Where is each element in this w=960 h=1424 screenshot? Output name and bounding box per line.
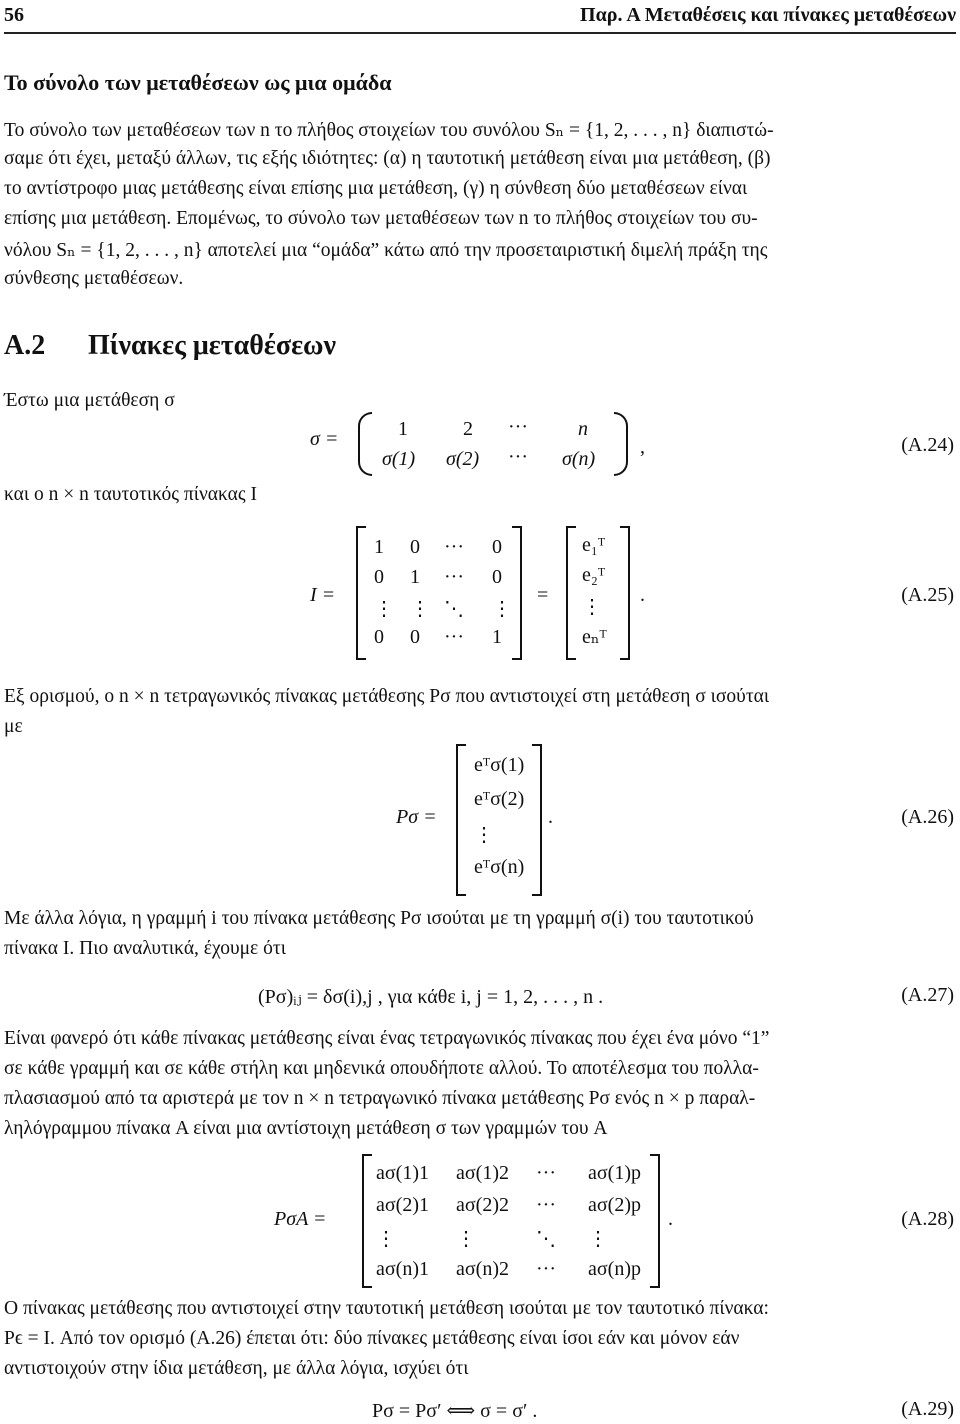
eq28-label: (A.28) — [901, 1208, 954, 1230]
eq25-lhs: I = — [310, 584, 336, 606]
header-rule — [4, 32, 956, 34]
eq26-lhs: Pσ = — [396, 806, 437, 828]
matrix-cell: aσ(1)2 — [456, 1162, 509, 1184]
eq24-cell: ··· — [508, 416, 528, 438]
matrix-cell: ··· — [444, 536, 464, 558]
page-number: 56 — [4, 4, 24, 26]
eq27-label: (A.27) — [901, 984, 954, 1006]
text-line: Pϵ = I. Από τον ορισμό (A.26) έπεται ότι: δύο πίνακες μετάθεσης είναι ίσοι εάν και μόνον εάν — [4, 1328, 740, 1349]
matrix-cell: ⋮ — [410, 598, 430, 620]
matrix-cell: ⋮ — [588, 1228, 608, 1250]
left-bracket — [566, 526, 576, 660]
matrix-cell: aσ(n)1 — [376, 1258, 429, 1280]
matrix-cell: 1 — [410, 566, 420, 588]
vector-cell: ⋮ — [582, 596, 602, 618]
eq24-cell: 1 — [398, 418, 408, 440]
eq24-cell: σ(2) — [446, 448, 480, 470]
eq24-trail: , — [640, 436, 645, 458]
intro-sigma: Έστω μια μετάθεση σ — [4, 390, 175, 411]
eq25-equals: = — [537, 584, 549, 606]
text-line: επίσης μια μετάθεση. Επομένως, το σύνολο των μεταθέσεων των n το πλήθος στοιχείων του συ- — [4, 208, 758, 229]
equation-a27: (Pσ)ᵢⱼ = δσ(i),j , για κάθε i, j = 1, 2, . . . , n . — [258, 986, 604, 1008]
section-title: Πίνακες μεταθέσεων — [88, 330, 337, 361]
text-line: το αντίστροφο μιας μετάθεσης είναι επίσης μια μετάθεση, (γ) η σύνθεση δύο μεταθέσεων είναι — [4, 178, 748, 199]
matrix-cell: ⋱ — [444, 598, 464, 620]
left-paren — [358, 412, 372, 476]
matrix-cell: ··· — [444, 566, 464, 588]
eq24-cell: σ(n) — [562, 448, 596, 470]
equation-a24 — [0, 408, 960, 478]
subsection-title: Το σύνολο των μεταθέσεων ως μια ομάδα — [4, 70, 392, 95]
eq25-label: (A.25) — [901, 584, 954, 606]
matrix-cell: 1 — [374, 536, 384, 558]
equation-a29: Pσ = Pσ′ ⟺ σ = σ′ . — [372, 1400, 538, 1422]
matrix-cell: aσ(2)2 — [456, 1194, 509, 1216]
vector-cell: ⋮ — [474, 824, 494, 846]
left-bracket — [456, 744, 466, 896]
text-line: σαμε ότι έχει, μεταξύ άλλων, τις εξής ιδιότητες: (α) η ταυτοτική μετάθεση είναι μια μετάθεση, (β) — [4, 148, 771, 169]
text-line: με — [4, 716, 23, 737]
eq24-cell: 2 — [463, 418, 473, 440]
matrix-cell: 0 — [374, 566, 384, 588]
matrix-cell: ⋮ — [376, 1228, 396, 1250]
matrix-cell: aσ(2)p — [588, 1194, 641, 1216]
eq24-lhs: σ = — [310, 428, 339, 450]
matrix-cell: ⋱ — [536, 1228, 556, 1250]
running-title: Παρ. Α Μεταθέσεις και πίνακες μεταθέσεων — [580, 4, 956, 26]
left-bracket — [362, 1154, 372, 1288]
eq24-cell: n — [578, 418, 588, 440]
matrix-cell: aσ(n)2 — [456, 1258, 509, 1280]
matrix-cell: 0 — [410, 536, 420, 558]
text-line: σύνθεσης μεταθέσεων. — [4, 268, 184, 289]
matrix-cell: aσ(1)p — [588, 1162, 641, 1184]
right-bracket — [650, 1154, 660, 1288]
text-line: Εξ ορισμού, ο n × n τετραγωνικός πίνακας μετάθεσης Pσ που αντιστοιχεί στη μετάθεση σ ισούται — [4, 686, 770, 707]
eq28-lhs: PσA = — [274, 1208, 327, 1230]
text-line: Ο πίνακας μετάθεσης που αντιστοιχεί στην ταυτοτική μετάθεση ισούται με τον ταυτοτικό πίνακα: — [4, 1298, 769, 1319]
vector-cell: eᵀσ(2) — [474, 788, 525, 810]
matrix-cell: 0 — [492, 536, 502, 558]
text-line: ληλόγραμμου πίνακα A είναι μια αντίστοιχη μετάθεση σ των γραμμών του A — [4, 1118, 608, 1139]
eq29-label: (A.29) — [901, 1398, 954, 1420]
eq24-label: (A.24) — [901, 434, 954, 456]
eq26-trail: . — [548, 806, 553, 828]
vector-cell: eᵀσ(1) — [474, 754, 525, 776]
text-line: Με άλλα λόγια, η γραμμή i του πίνακα μετάθεσης Pσ ισούται με τη γραμμή σ(i) του ταυτοτικού — [4, 908, 754, 929]
matrix-cell: ⋮ — [374, 598, 394, 620]
text-line: Είναι φανερό ότι κάθε πίνακας μετάθεσης είναι ένας τετραγωνικός πίνακας που έχει ένα μόνο “1” — [4, 1028, 770, 1049]
matrix-cell: aσ(2)1 — [376, 1194, 429, 1216]
text-line: αντιστοιχούν στην ίδια μετάθεση, με άλλα λόγια, ισχύει ότι — [4, 1358, 469, 1379]
eq25-trail: . — [640, 584, 645, 606]
right-bracket — [532, 744, 542, 896]
text-line: νόλου Sₙ = {1, 2, . . . , n} αποτελεί μια “ομάδα” κάτω από την προσεταιριστική διμελή πράξη της — [4, 240, 768, 261]
matrix-cell: aσ(n)p — [588, 1258, 641, 1280]
equation-a25 — [0, 520, 960, 670]
text-line: πλασιασμού από τα αριστερά με τον n × n τετραγωνικό πίνακα μετάθεσης Pσ ενός n × p παραλ- — [4, 1088, 756, 1109]
matrix-cell: 0 — [410, 626, 420, 648]
matrix-cell: aσ(1)1 — [376, 1162, 429, 1184]
intro-identity: και ο n × n ταυτοτικός πίνακας I — [4, 484, 257, 505]
text-line: Το σύνολο των μεταθέσεων των n το πλήθος στοιχείων του συνόλου Sₙ = {1, 2, . . . , n} διαπιστώ- — [4, 120, 774, 141]
equation-a28 — [0, 1150, 960, 1290]
right-bracket — [620, 526, 630, 660]
right-paren — [614, 412, 628, 476]
text-line: σε κάθε γραμμή και σε κάθε στήλη και μηδενικά οπουδήποτε αλλού. Το αποτέλεσμα του πολλα- — [4, 1058, 759, 1079]
right-bracket — [512, 526, 522, 660]
matrix-cell: ⋮ — [492, 598, 512, 620]
matrix-cell: 1 — [492, 626, 502, 648]
vector-cell: eᵀσ(n) — [474, 856, 525, 878]
section-number: A.2 — [4, 330, 46, 361]
text-line: πίνακα I. Πιο αναλυτικά, έχουμε ότι — [4, 938, 286, 959]
matrix-cell: ··· — [444, 626, 464, 648]
left-bracket — [356, 526, 366, 660]
vector-cell: e₂ᵀ — [582, 564, 606, 586]
eq24-cell: σ(1) — [382, 448, 416, 470]
matrix-cell: ··· — [536, 1194, 556, 1216]
matrix-cell: ··· — [536, 1258, 556, 1280]
matrix-cell: ··· — [536, 1162, 556, 1184]
vector-cell: e₁ᵀ — [582, 534, 606, 556]
eq24-cell: ··· — [508, 446, 528, 468]
eq26-label: (A.26) — [901, 806, 954, 828]
eq28-trail: . — [668, 1208, 673, 1230]
matrix-cell: 0 — [492, 566, 502, 588]
matrix-cell: ⋮ — [456, 1228, 476, 1250]
equation-a26 — [0, 740, 960, 900]
matrix-cell: 0 — [374, 626, 384, 648]
vector-cell: eₙᵀ — [582, 626, 607, 648]
